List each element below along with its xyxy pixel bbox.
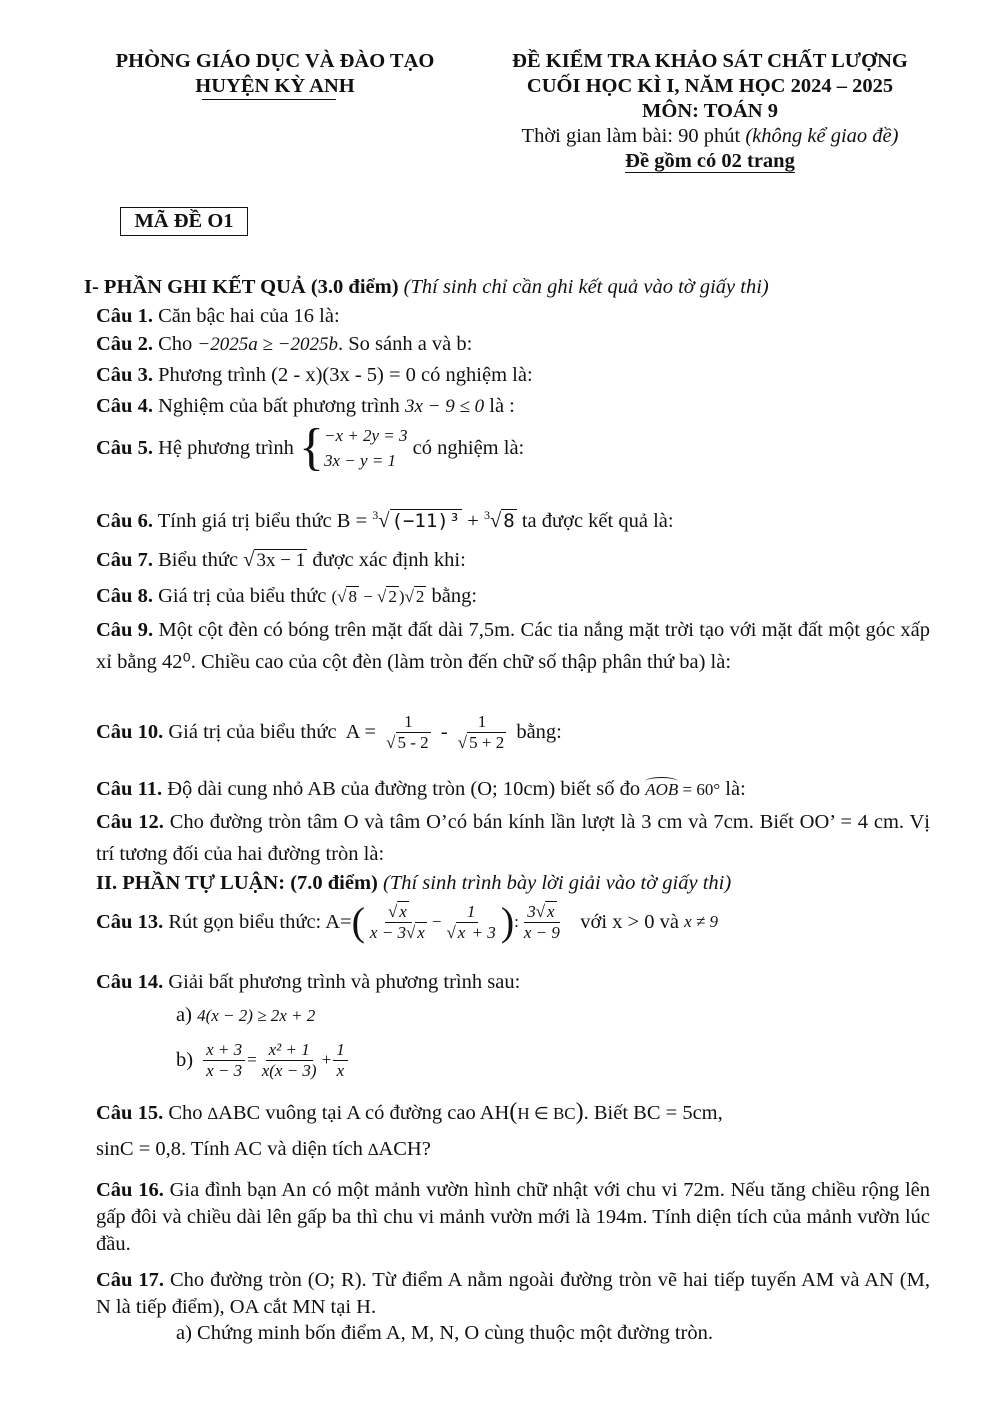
- part2-heading: II. PHẦN TỰ LUẬN: (7.0 điểm) (Thí sinh trình bày lời giải vào tờ giấy thi): [96, 872, 732, 894]
- exam-code-box: MÃ ĐỀ O1: [120, 207, 248, 236]
- fraction-b: $\frac{1}{√ x + 3}$: [446, 902, 496, 942]
- question-14a: a) 4(x − 2) ≥ 2x + 2: [176, 1004, 316, 1026]
- question-17: Câu 17. Cho đường tròn (O; R). Từ điểm A nằm ngoài đường tròn vẽ hai tiếp tuyến AM và AN (M, N là tiếp điểm), OA cắt MN tại H.: [96, 1269, 930, 1318]
- question-14b: b) $\frac{x + 3}{x - 3}$ = $\frac{\text{x² + 1}}{x(x - 3)}$ + $\frac{1}{x}$: [176, 1040, 350, 1080]
- question-9: Câu 9. Một cột đèn có bóng trên mặt đất dài 7,5m. Các tia nắng mặt trời tạo với mặt đất một góc xấp xỉ bằng 42⁰. Chiều cao của cột đèn (làm tròn đến chữ số thập phân thứ ba) là:: [96, 619, 930, 673]
- question-1: Câu 1. Căn bậc hai của 16 là:: [96, 305, 340, 327]
- dept-name: PHÒNG GIÁO DỤC VÀ ĐÀO TẠO: [115, 50, 435, 72]
- equation-system: −x + 2y = 3 3x − y = 1: [324, 425, 408, 470]
- question-5: Câu 5. Hệ phương trình { −x + 2y = 3 3x − y = 1 có nghiệm là:: [96, 419, 525, 476]
- exam-pages: Đề gồm có 02 trang: [625, 150, 795, 172]
- question-15-line2: sinC = 0,8. Tính AC và diện tích ∆ACH?: [96, 1138, 431, 1160]
- exam-subject: MÔN: TOÁN 9: [642, 100, 778, 122]
- exam-term: CUỐI HỌC KÌ I, NĂM HỌC 2024 – 2025: [526, 75, 894, 97]
- fraction-b1: $\frac{x + 3}{x - 3}$: [203, 1040, 245, 1080]
- question-13: Câu 13. Rút gọn biểu thức: A= ( $\frac{√ x}{x - 3√ x}$ − $\frac{1}{√ x + 3}$ ) : $\frac{3√ x}{x - 9}$ với x > 0 và x ≠ 9: [96, 899, 718, 945]
- system-brace: {: [299, 419, 325, 476]
- header-divider: [202, 99, 336, 100]
- fraction-a: $\frac{√ x}{x - 3√ x}$: [369, 902, 425, 942]
- question-17a: a) Chứng minh bốn điểm A, M, N, O cùng thuộc một đường tròn.: [176, 1322, 713, 1344]
- question-4: Câu 4. Nghiệm của bất phương trình 3x − 9 ≤ 0 là :: [96, 395, 515, 417]
- exam-time: Thời gian làm bài: 90 phút (không kể giao đề): [521, 125, 899, 147]
- question-16: Câu 16. Gia đình bạn An có một mảnh vườn hình chữ nhật với chu vi 72m. Nếu tăng chiều rộng lên gấp đôi và chiều dài lên gấp ba thì chu vi mảnh vườn mới là 194m. Tính diện tích của mảnh vườn lúc đầu.: [96, 1179, 930, 1255]
- question-14: Câu 14. Giải bất phương trình và phương trình sau:: [96, 971, 521, 993]
- fraction-2: $\frac{1}{√ 5 + 2}$: [457, 712, 505, 752]
- district-name: HUYỆN KỲ ANH: [195, 75, 355, 97]
- fraction-1: $\frac{1}{√ 5 - 2}$: [386, 712, 429, 752]
- fraction-b2: $\frac{\text{x² + 1}}{x(x - 3)}$: [261, 1040, 317, 1080]
- question-10: Câu 10. Giá trị của biểu thức A = $\frac{1}{√ 5 - 2}$ - $\frac{1}{√ 5 + 2}$ bằng:: [96, 712, 562, 752]
- question-3: Câu 3. Phương trình (2 - x)(3x - 5) = 0 có nghiệm là:: [96, 364, 533, 386]
- fraction-c: $\frac{3√ x}{x - 9}$: [523, 902, 560, 942]
- exam-title: ĐỀ KIỂM TRA KHẢO SÁT CHẤT LƯỢNG: [512, 50, 908, 72]
- question-11: Câu 11. Độ dài cung nhỏ AB của đường tròn (O; 10cm) biết số đo AOB = 60° là:: [96, 778, 746, 800]
- question-15: Câu 15. Cho ∆ABC vuông tại A có đường cao AH(H ∈ BC). Biết BC = 5cm,: [96, 1099, 723, 1125]
- question-7: Câu 7. Biểu thức √ 3x − 1 được xác định khi:: [96, 549, 466, 571]
- question-6: Câu 6. Tính giá trị biểu thức B = $^3$√ (−11)³ + $^3$√ 8 ta được kết quả là:: [96, 508, 674, 532]
- question-8: Câu 8. Giá trị của biểu thức (√ 8 − √ 2 )√ 2 bằng:: [96, 585, 478, 607]
- part1-heading: I- PHẦN GHI KẾT QUẢ (3.0 điểm) (Thí sinh chỉ cần ghi kết quả vào tờ giấy thi): [84, 276, 769, 298]
- question-2: Câu 2. Cho −2025a ≥ −2025b. So sánh a và b:: [96, 333, 473, 355]
- arc-notation: AOB: [645, 780, 679, 799]
- fraction-b3: $\frac{1}{x}$: [333, 1040, 348, 1080]
- question-12: Câu 12. Cho đường tròn tâm O và tâm O’có bán kính lần lượt là 3 cm và 7cm. Biết OO’ = 4 cm. Vị trí tương đối của hai đường tròn là:: [96, 811, 930, 865]
